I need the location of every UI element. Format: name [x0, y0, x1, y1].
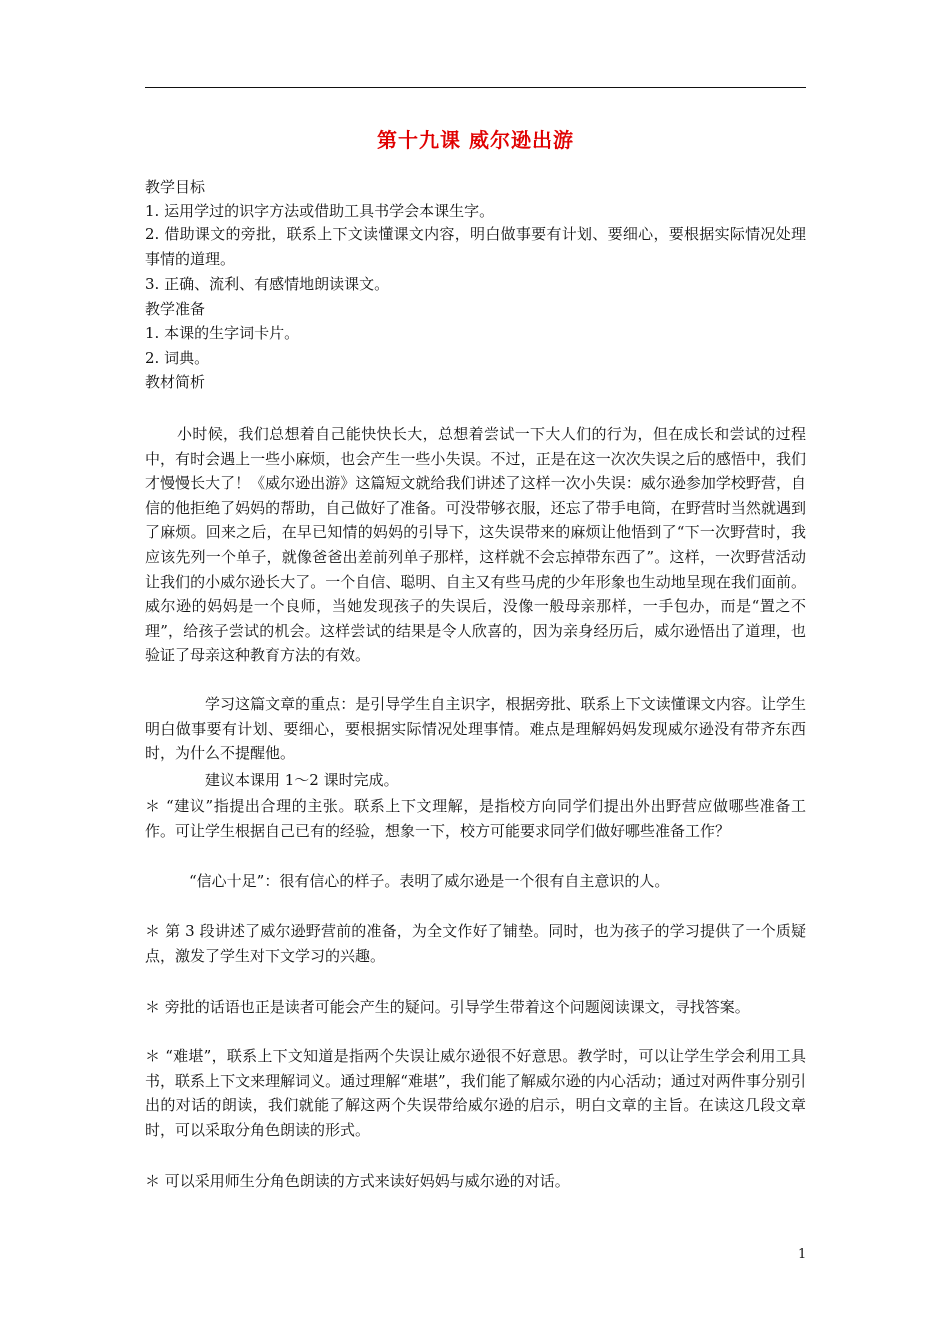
- analysis-heading: 教材简析: [145, 373, 206, 391]
- note-xinxin: “信心十足”：很有信心的样子。表明了威尔逊是一个很有自主意识的人。: [189, 872, 670, 890]
- note-pangpi: ＊ 旁批的话语也正是读者可能会产生的疑问。引导学生带着这个问题阅读课文，寻找答案。: [145, 998, 750, 1016]
- goals-heading: 教学目标: [145, 178, 206, 196]
- goal-item-1: 1. 运用学过的识字方法或借助工具书学会本课生字。: [145, 202, 495, 220]
- top-rule: [145, 87, 806, 88]
- focus-paragraph: 学习这篇文章的重点：是引导学生自主识字，根据旁批、联系上下文读懂课文内容。让学生明白做事要有计划、要细心，要根据实际情况处理事情。难点是理解妈妈发现威尔逊没有带齐东西时，为什么不提醒他。: [145, 695, 806, 763]
- prep-heading: 教学准备: [145, 300, 206, 318]
- prep-item-2: 2. 词典。: [145, 349, 210, 367]
- analysis-paragraph: 小时候，我们总想着自己能快快长大，总想着尝试一下大人们的行为，但在成长和尝试的过程中，有时会遇上一些小麻烦，也会产生一些小失误。不过，正是在这一次次失误之后的感悟中，我们才慢慢长大了！《威尔逊出游》这篇短文就给我们讲述了这样一次小失误：威尔逊参加学校野营，自信的他拒绝了妈妈的帮助，自己做好了准备。可没带够衣服，还忘了带手电筒，在野营时当然就遇到了麻烦。回来之后，在早已知情的妈妈的引导下，这失误带来的麻烦让他悟到了“下一次野营时，我应该先列一个单子，就像爸爸出差前列单子那样，这样就不会忘掉带东西了”。这样，一次野营活动让我们的小威尔逊长大了。一个自信、聪明、自主又有些马虎的少年形象也生动地呈现在我们面前。威尔逊的妈妈是一个良师，当她发现孩子的失误后，没像一般母亲那样，一手包办，而是“置之不理”，给孩子尝试的机会。这样尝试的结果是令人欣喜的，因为亲身经历后，威尔逊悟出了道理，也验证了母亲这种教育方法的有效。: [145, 425, 806, 665]
- prep-item-1: 1. 本课的生字词卡片。: [145, 324, 300, 342]
- document-title: 第十九课 威尔逊出游: [377, 128, 574, 152]
- note-dialogue: ＊ 可以采用师生分角色朗读的方式来读好妈妈与威尔逊的对话。: [145, 1172, 570, 1190]
- note-paragraph-3: ＊ 第 3 段讲述了威尔逊野营前的准备，为全文作好了铺垫。同时，也为孩子的学习提供了一个质疑点，激发了学生对下文学习的兴趣。: [145, 922, 806, 965]
- note-nankan: ＊ “难堪”，联系上下文知道是指两个失误让威尔逊很不好意思。教学时，可以让学生学会利用工具书，联系上下文来理解词义。通过理解“难堪”，我们能了解威尔逊的内心活动；通过对两件事分别引出的对话的朗读，我们就能了解这两个失误带给威尔逊的启示，明白文章的主旨。在读这几段文章时，可以采取分角色朗读的形式。: [145, 1047, 806, 1139]
- page-number: 1: [798, 1247, 807, 1262]
- goal-item-2: 2. 借助课文的旁批，联系上下文读懂课文内容，明白做事要有计划、要细心，要根据实际情况处理事情的道理。: [145, 225, 806, 268]
- goal-item-3: 3. 正确、流利、有感情地朗读课文。: [145, 275, 390, 293]
- suggest-line: 建议本课用 1～2 课时完成。: [205, 771, 399, 789]
- note-jianyi: ＊ “建议”指提出合理的主张。联系上下文理解，是指校方向同学们提出外出野营应做哪些准备工作。可让学生根据自己已有的经验，想象一下，校方可能要求同学们做好哪些准备工作？: [145, 797, 806, 840]
